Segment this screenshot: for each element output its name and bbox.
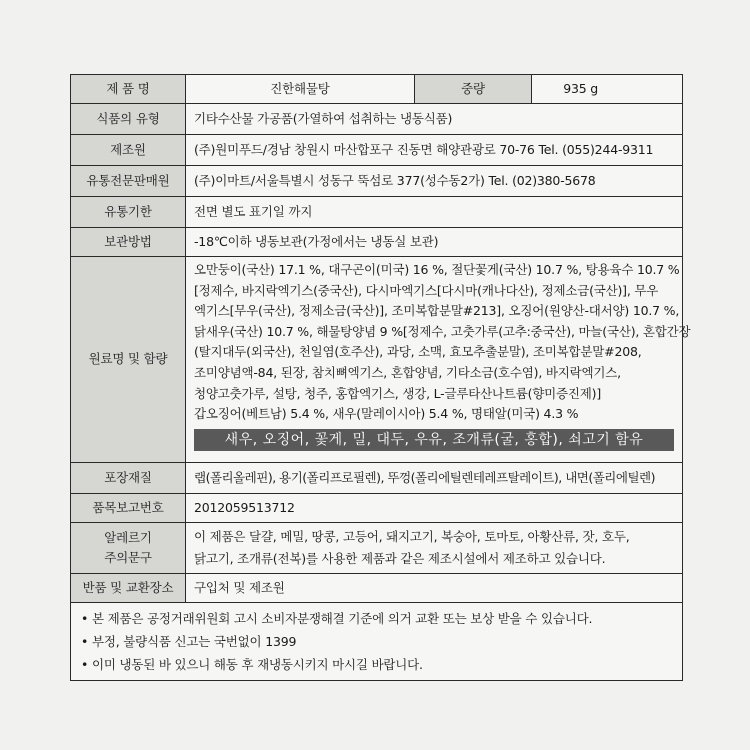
note-line: • 이미 냉동된 바 있으니 해동 후 재냉동시키지 마시길 바랍니다.	[81, 657, 423, 672]
ingredient-line: 오만둥이(국산) 17.1 %, 대구곤이(미국) 16 %, 절단꽃게(국산) 10.7 %, 탕용육수 10.7 %	[194, 262, 680, 277]
note-line: • 본 제품은 공정거래위원회 고시 소비자분쟁해결 기준에 의거 교환 또는 보상 받을 수 있습니다.	[81, 611, 593, 626]
distributor-label: 유통전문판매원	[71, 166, 186, 197]
ingredient-line: [정제수, 바지락엑기스(중국산), 다시마엑기스[다시마(캐나다산), 정제소금(국산)], 무우	[194, 282, 659, 298]
note-line: • 부정, 불량식품 신고는 국번없이 1399	[81, 634, 297, 649]
weight-value: 935 g	[532, 75, 683, 104]
allergy-notice-text	[186, 523, 683, 574]
returns-label: 반품 및 교환장소	[71, 574, 186, 603]
row-returns	[71, 574, 683, 603]
storage-value: -18℃이하 냉동보관(가정에서는 냉동실 보관)	[186, 228, 683, 257]
allergy-notice-label-line2: 주의문구	[104, 550, 152, 565]
allergy-notice-line: 닭고기, 조개류(전복)를 사용한 제품과 같은 제조시설에서 제조하고 있습니다.	[194, 551, 606, 566]
storage-label: 보관방법	[71, 228, 186, 257]
row-distributor	[71, 166, 683, 197]
row-product-name	[71, 75, 683, 104]
row-ingredients	[71, 257, 683, 463]
returns-value: 구입처 및 제조원	[186, 574, 683, 603]
ingredient-line: 엑기스[무우(국산), 정제소금(국산)], 조미복합분말#213], 오징어(원양산-대서양) 10.7 %,	[194, 303, 680, 319]
row-storage	[71, 228, 683, 257]
report-number-label: 품목보고번호	[71, 494, 186, 523]
packaging-value: 랩(폴리올레핀), 용기(폴리프로필렌), 뚜껑(폴리에틸렌테레프탈레이트), 내면(폴리에틸렌)	[186, 463, 683, 494]
row-expiry	[71, 197, 683, 228]
manufacturer-value: (주)원미푸드/경남 창원시 마산합포구 진동면 해양관광로 70-76 Tel. (055)244-9311	[186, 135, 683, 166]
notes-cell	[71, 603, 683, 681]
ingredient-line: (탈지대두(외국산), 천일염(호주산), 과당, 소맥, 효모추출분말), 조미복합분말#208,	[194, 344, 642, 360]
allergy-notice-label	[71, 523, 186, 574]
food-label-table	[70, 74, 691, 681]
row-report-number	[71, 494, 683, 523]
row-allergy-notice	[71, 523, 683, 574]
product-name-value: 진한해물탕	[186, 75, 415, 104]
expiry-label: 유통기한	[71, 197, 186, 228]
row-food-type	[71, 104, 683, 135]
row-packaging	[71, 463, 683, 494]
distributor-value: (주)이마트/서울특별시 성동구 뚝섬로 377(성수동2가) Tel. (02)380-5678	[186, 166, 683, 197]
row-notes	[71, 603, 683, 681]
report-number-value: 2012059513712	[186, 494, 683, 523]
expiry-value: 전면 별도 표기일 까지	[186, 197, 683, 228]
product-name-label: 제 품 명	[71, 75, 186, 104]
allergy-notice-label-line1: 알레르기	[104, 530, 152, 545]
packaging-label: 포장재질	[71, 463, 186, 494]
ingredients-list	[194, 260, 691, 425]
ingredient-line: 청양고춧가루, 설탕, 청주, 홍합엑기스, 생강, L-글루타산나트륨(향미증진제)]	[194, 385, 601, 401]
ingredient-line: 조미양념액-84, 된장, 참치뼈엑기스, 혼합양념, 기타소금(호수염), 바지락엑기스,	[194, 364, 621, 380]
ingredient-line: 갑오징어(베트남) 5.4 %, 새우(말레이시아) 5.4 %, 명태알(미국) 4.3 %	[194, 406, 579, 422]
ingredients-label: 원료명 및 함량	[71, 257, 186, 463]
ingredients-cell	[186, 257, 691, 463]
food-type-label: 식품의 유형	[71, 104, 186, 135]
weight-label: 중량	[415, 75, 532, 104]
row-manufacturer	[71, 135, 683, 166]
food-type-value: 기타수산물 가공품(가열하여 섭취하는 냉동식품)	[186, 104, 683, 135]
ingredient-line: 닭새우(국산) 10.7 %, 해물탕양념 9 %[정제수, 고춧가루(고추:중국산), 마늘(국산), 혼합간장	[194, 323, 691, 339]
allergy-notice-line: 이 제품은 달걀, 메밀, 땅콩, 고등어, 돼지고기, 복숭아, 토마토, 아황산류, 잣, 호두,	[194, 529, 630, 544]
manufacturer-label: 제조원	[71, 135, 186, 166]
allergen-banner: 새우, 오징어, 꽃게, 밀, 대두, 우유, 조개류(굴, 홍합), 쇠고기 함유	[194, 429, 674, 451]
